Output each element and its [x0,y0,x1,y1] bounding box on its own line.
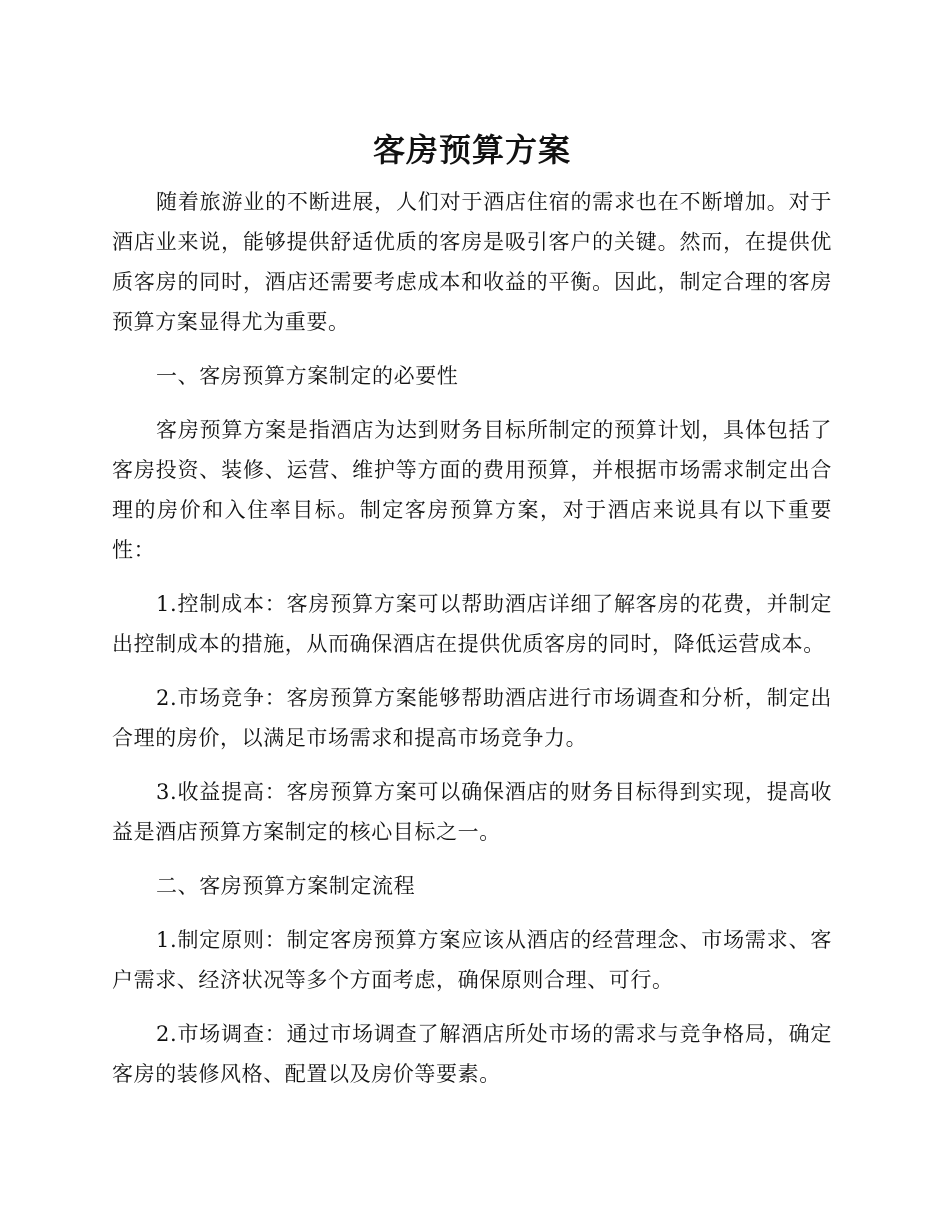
section-body-paragraph: 客房预算方案是指酒店为达到财务目标所制定的预算计划，具体包括了客房投资、装修、运营、维护等方面的费用预算，并根据市场需求制定出合理的房价和入住率目标。制定客房预算方案，对于酒店来说具有以下重要性： [112,418,832,562]
section-heading-necessity: 一、客房预算方案制定的必要性 [156,364,459,388]
list-item-cost-control: 1.控制成本：客房预算方案可以帮助酒店详细了解客房的花费，并制定出控制成本的措施，从而确保酒店在提供优质客房的同时，降低运营成本。 [112,592,832,656]
list-item-revenue-increase: 3.收益提高：客房预算方案可以确保酒店的财务目标得到实现，提高收益是酒店预算方案制定的核心目标之一。 [112,780,832,844]
list-item-market-research: 2.市场调查：通过市场调查了解酒店所处市场的需求与竞争格局，确定客房的装修风格、配置以及房价等要素。 [112,1022,832,1086]
intro-paragraph: 随着旅游业的不断进展，人们对于酒店住宿的需求也在不断增加。对于酒店业来说，能够提供舒适优质的客房是吸引客户的关键。然而，在提供优质客房的同时，酒店还需要考虑成本和收益的平衡。因此，制定合理的客房预算方案显得尤为重要。 [112,190,832,334]
document-title: 客房预算方案 [372,131,571,169]
section-heading-process: 二、客房预算方案制定流程 [156,874,416,898]
list-item-market-competition: 2.市场竞争：客房预算方案能够帮助酒店进行市场调查和分析，制定出合理的房价，以满足市场需求和提高市场竞争力。 [112,686,832,750]
list-item-principles: 1.制定原则：制定客房预算方案应该从酒店的经营理念、市场需求、客户需求、经济状况等多个方面考虑，确保原则合理、可行。 [112,928,832,992]
